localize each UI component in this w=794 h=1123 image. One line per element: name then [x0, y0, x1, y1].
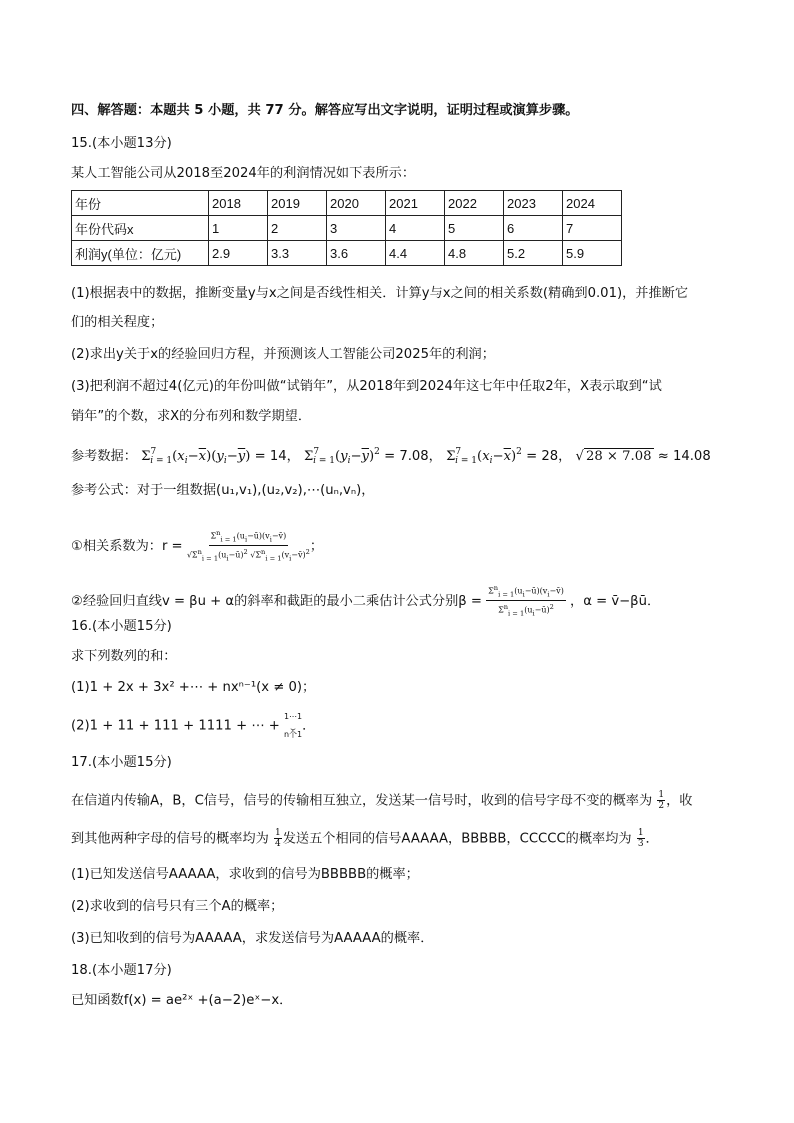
section-title: 四、解答题：本题共 5 小题，共 77 分。解答应写出文字说明，证明过程或演算步骤。	[71, 103, 579, 118]
q15-intro: 某人工智能公司从2018至2024年的利润情况如下表所示：	[71, 166, 416, 181]
q15-part3-line2: 销年”的个数，求X的分布列和数学期望．	[71, 409, 312, 424]
table-cell: 7	[563, 216, 622, 241]
slope-fraction: $\frac{\Sigma^n_{i = 1}(u_i-ū)(v_i-v̄)}{\Sigma^n_{i = 1}(u_i-ū)^2}$	[488, 584, 564, 618]
table-cell: 2023	[504, 191, 563, 216]
profit-table	[71, 190, 622, 266]
q15-part2: (2)求出y关于x的经验回归方程，并预测该人工智能公司2025年的利润；	[71, 347, 495, 362]
q17-line-a	[71, 790, 692, 811]
table-cell: 2024	[563, 191, 622, 216]
table-cell: 6	[504, 216, 563, 241]
table-row	[72, 191, 622, 216]
fraction-one-quarter: $\frac{1}{4}$	[275, 828, 281, 849]
table-cell: 3.3	[268, 241, 327, 266]
q17-header: 17.(本小题15分)	[71, 755, 172, 770]
q15-part1-line2: 们的相关程度；	[71, 315, 164, 330]
formula-1: ①相关系数为：r = $\frac{\Sigma^n_{i = 1}(u_i-ū)(v_i-v̄)}{√\Sigma^n_{i = 1}(u_i-ū)^2 √\Sigma^n_{i = 1}(v_i-v̄)^2}$ ；	[71, 529, 324, 563]
table-cell: 2022	[445, 191, 504, 216]
table-cell: 4.4	[386, 241, 445, 266]
table-cell: 2.9	[209, 241, 268, 266]
fraction-one-third: $\frac{1}{3}$	[637, 828, 644, 849]
sqrt-expr: √ 28 × 7.08	[575, 449, 652, 464]
q18-header: 18.(本小题17分)	[71, 963, 172, 978]
q15-header: 15.(本小题13分)	[71, 136, 172, 151]
q15-part1-line1: (1)根据表中的数据，推断变量y与x之间是否线性相关．计算y与x之间的相关系数(精确到0.01)，并推断它	[71, 286, 689, 301]
sum-xy-expr: $\Sigma^7_{i = 1}(x_i-\overline{x})(y_i-\overline{y})$	[141, 447, 251, 466]
table-cell: 5.2	[504, 241, 563, 266]
table-cell: 2021	[386, 191, 445, 216]
q16-header: 16.(本小题15分)	[71, 619, 172, 634]
table-cell: 2	[268, 216, 327, 241]
q16-part2: (2)1 + 11 + 111 + 1111 + ⋯ + 1⋯1 ⏟ n个1 ．	[71, 712, 316, 739]
table-cell: 4.8	[445, 241, 504, 266]
table-cell: 5	[445, 216, 504, 241]
formula-2-tail: ，α = v̄−βū．	[570, 593, 661, 609]
sum-yy-expr: $\Sigma^7_{i = 1}(y_i-\overline{y})^2$	[304, 447, 380, 466]
table-row	[72, 216, 622, 241]
ref-data-line	[71, 443, 711, 470]
table-cell: 年份代码x	[72, 216, 209, 241]
underbrace-icon: ⏟	[290, 721, 296, 730]
sum-xx-expr: $\Sigma^7_{i = 1}(x_i-\overline{x})^2$	[446, 447, 522, 466]
correlation-fraction: $\frac{\Sigma^n_{i = 1}(u_i-ū)(v_i-v̄)}{√\Sigma^n_{i = 1}(u_i-ū)^2 √\Sigma^n_{i = 1}(v_i-v̄)^2}$	[186, 529, 310, 563]
table-cell: 3.6	[327, 241, 386, 266]
fraction-one-half: $\frac{1}{2}$	[658, 790, 665, 811]
table-cell: 2019	[268, 191, 327, 216]
q17-line-b-text: 到其他两种字母的信号的概率均为	[71, 831, 269, 847]
ref-data-value-3: = 28，	[526, 449, 572, 464]
table-cell: 利润y(单位：亿元)	[72, 241, 209, 266]
q17-line-b: 到其他两种字母的信号的概率均为 $\frac{1}{4}$ 发送五个相同的信号AAAAA，BBBBB，CCCCC的概率均为 $\frac{1}{3}$ ．	[71, 828, 659, 849]
q17-part2: (2)求收到的信号只有三个A的概率；	[71, 899, 284, 914]
underbrace-term	[284, 712, 302, 739]
q17-part3: (3)已知收到的信号为AAAAA，求发送信号为AAAAA的概率．	[71, 931, 434, 946]
formula-2	[71, 582, 660, 620]
table-cell: 年份	[72, 191, 209, 216]
table-cell: 2018	[209, 191, 268, 216]
table-cell: 2020	[327, 191, 386, 216]
q16-part1: (1)1 + 2x + 3x² +⋯ + nxⁿ⁻¹(x ≠ 0)；	[71, 680, 316, 695]
formula-2-label: ②经验回归直线v = βu + α的斜率和截距的最小二乘估计公式分别β =	[71, 593, 482, 609]
ref-formula-intro: 参考公式：对于一组数据(u₁,v₁),(u₂,v₂),⋯(uₙ,vₙ)，	[71, 483, 375, 498]
q17-line-a-text: 在信道内传输A，B，C信号，信号的传输相互独立，发送某一信号时，收到的信号字母不变的概率为	[71, 793, 653, 809]
table-cell: 4	[386, 216, 445, 241]
q16-intro: 求下列数列的和：	[71, 649, 177, 664]
underbrace-top: 1⋯1	[283, 712, 303, 721]
table-cell: 5.9	[563, 241, 622, 266]
q17-part1: (1)已知发送信号AAAAA，求收到的信号为BBBBB的概率；	[71, 867, 419, 882]
q17-line-b-mid: 发送五个相同的信号AAAAA，BBBBB，CCCCC的概率均为	[282, 831, 632, 847]
q18-function: 已知函数f(x) = ae²ˣ +(a−2)eˣ−x．	[71, 993, 293, 1008]
ref-data-label: 参考数据：	[71, 449, 137, 464]
underbrace-bottom: n个1	[283, 730, 303, 739]
ref-data-value-1: = 14，	[254, 449, 300, 464]
q17-line-a-tail: ，收	[666, 793, 693, 809]
table-cell: 3	[327, 216, 386, 241]
table-row	[72, 241, 622, 266]
formula-1-label: ①相关系数为：r =	[71, 538, 183, 554]
ref-data-value-2: = 7.08，	[384, 449, 442, 464]
q15-part3-line1: (3)把利润不超过4(亿元)的年份叫做“试销年”，从2018年到2024年这七年中任取2年，X表示取到“试	[71, 379, 662, 394]
q16-part2-text: (2)1 + 11 + 111 + 1111 + ⋯ +	[71, 718, 280, 734]
ref-data-value-4: ≈ 14.08	[657, 449, 711, 464]
table-cell: 1	[209, 216, 268, 241]
